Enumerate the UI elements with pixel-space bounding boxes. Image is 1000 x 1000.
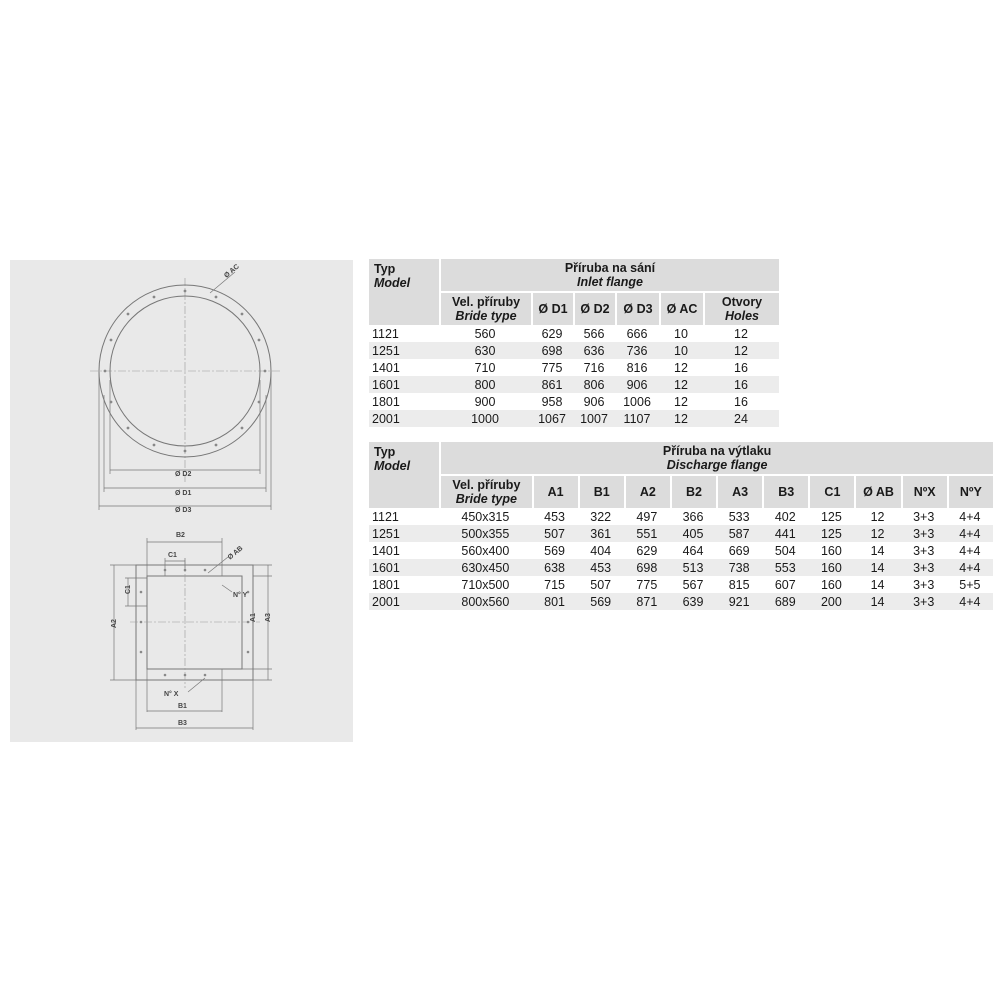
a3-header: A3 (716, 474, 762, 508)
table-cell: 16 (703, 359, 779, 376)
table-cell: 12 (659, 376, 703, 393)
discharge-group-header: Příruba na výtlaku Discharge flange (439, 442, 993, 474)
table-cell: 906 (615, 376, 659, 393)
table-cell: 566 (573, 325, 615, 342)
table-cell: 366 (670, 508, 716, 525)
table-cell: 698 (531, 342, 573, 359)
inlet-group-header: Příruba na sání Inlet flange (439, 259, 779, 291)
table-cell: 507 (578, 576, 624, 593)
bride-type-header: Vel. příruby Bride type (439, 474, 531, 508)
discharge-table-body (369, 508, 993, 610)
table-cell: 125 (808, 525, 854, 542)
model-cell: 1801 (369, 576, 439, 593)
inlet-table-body (369, 325, 779, 427)
table-cell: 125 (808, 508, 854, 525)
table-cell: 801 (532, 593, 578, 610)
table-row (369, 359, 779, 376)
model-cell: 1121 (369, 325, 439, 342)
flange-drawing (10, 260, 353, 742)
table-cell: 569 (578, 593, 624, 610)
table-row (369, 342, 779, 359)
model-cell: 1251 (369, 525, 439, 542)
table-cell: 3+3 (901, 559, 947, 576)
holes-header: Otvory Holes (703, 291, 779, 325)
b3-header: B3 (762, 474, 808, 508)
table-cell: 861 (531, 376, 573, 393)
table-cell: 816 (615, 359, 659, 376)
table-cell: 160 (808, 542, 854, 559)
table-row (369, 525, 993, 542)
inner-flange-rect (147, 576, 242, 669)
table-cell: 738 (716, 559, 762, 576)
table-cell: 12 (659, 410, 703, 427)
discharge-bolt-holes (140, 569, 250, 677)
model-cell: 1601 (369, 559, 439, 576)
table-cell: 1000 (439, 410, 531, 427)
table-cell: 14 (854, 576, 900, 593)
table-cell: 14 (854, 593, 900, 610)
table-cell: 629 (624, 542, 670, 559)
table-cell: 402 (762, 508, 808, 525)
ac-header: Ø AC (659, 291, 703, 325)
table-cell: 636 (573, 342, 615, 359)
table-cell: 553 (762, 559, 808, 576)
d1-label: Ø D1 (175, 490, 192, 497)
table-cell: 775 (531, 359, 573, 376)
table-cell: 4+4 (947, 559, 993, 576)
table-cell: 607 (762, 576, 808, 593)
table-cell: 4+4 (947, 508, 993, 525)
table-cell: 900 (439, 393, 531, 410)
table-cell: 906 (573, 393, 615, 410)
table-cell: 560 (439, 325, 531, 342)
bride-type-header: Vel. příruby Bride type (439, 291, 531, 325)
table-cell: 815 (716, 576, 762, 593)
table-cell: 921 (716, 593, 762, 610)
table-cell: 630 (439, 342, 531, 359)
discharge-flange-table (369, 442, 993, 610)
table-cell: 3+3 (901, 525, 947, 542)
table-cell: 3+3 (901, 508, 947, 525)
table-cell: 160 (808, 576, 854, 593)
table-cell: 12 (703, 342, 779, 359)
d3-label: Ø D3 (175, 507, 192, 514)
technical-drawing-panel (10, 260, 353, 742)
table-cell: 497 (624, 508, 670, 525)
ny-label: N° Y (233, 592, 248, 599)
b2-label: B2 (176, 532, 185, 539)
c1-top-label: C1 (168, 552, 177, 559)
ab-label: Ø AB (226, 545, 245, 562)
table-row (369, 559, 993, 576)
table-cell: 715 (532, 576, 578, 593)
table-cell: 507 (532, 525, 578, 542)
discharge-flange-drawing (110, 538, 272, 730)
table-cell: 710 (439, 359, 531, 376)
table-cell: 504 (762, 542, 808, 559)
model-header: Typ Model (369, 259, 439, 325)
table-cell: 1107 (615, 410, 659, 427)
table-row (369, 325, 779, 342)
table-cell: 500x355 (439, 525, 531, 542)
table-cell: 669 (716, 542, 762, 559)
model-cell: 1121 (369, 508, 439, 525)
model-cell: 1601 (369, 376, 439, 393)
table-cell: 513 (670, 559, 716, 576)
table-cell: 736 (615, 342, 659, 359)
ac-label: Ø AC (223, 263, 241, 280)
table-cell: 567 (670, 576, 716, 593)
d1-header: Ø D1 (531, 291, 573, 325)
table-cell: 958 (531, 393, 573, 410)
d2-label: Ø D2 (175, 471, 192, 478)
table-cell: 569 (532, 542, 578, 559)
outer-flange-rect (136, 565, 253, 680)
table-cell: 12 (854, 508, 900, 525)
table-cell: 10 (659, 342, 703, 359)
table-cell: 453 (532, 508, 578, 525)
table-cell: 698 (624, 559, 670, 576)
table-cell: 560x400 (439, 542, 531, 559)
b3-label: B3 (178, 720, 187, 727)
table-cell: 800 (439, 376, 531, 393)
table-cell: 800x560 (439, 593, 531, 610)
table-cell: 3+3 (901, 542, 947, 559)
table-cell: 14 (854, 559, 900, 576)
table-cell: 322 (578, 508, 624, 525)
a1-label: A1 (250, 613, 257, 622)
table-cell: 4+4 (947, 525, 993, 542)
table-cell: 4+4 (947, 542, 993, 559)
table-cell: 16 (703, 393, 779, 410)
table-row (369, 410, 779, 427)
model-cell: 1401 (369, 542, 439, 559)
table-cell: 450x315 (439, 508, 531, 525)
table-cell: 587 (716, 525, 762, 542)
table-row (369, 393, 779, 410)
table-cell: 533 (716, 508, 762, 525)
table-cell: 3+3 (901, 576, 947, 593)
table-cell: 629 (531, 325, 573, 342)
a1-header: A1 (532, 474, 578, 508)
model-header: Typ Model (369, 442, 439, 508)
table-cell: 404 (578, 542, 624, 559)
table-cell: 361 (578, 525, 624, 542)
table-cell: 160 (808, 559, 854, 576)
table-cell: 16 (703, 376, 779, 393)
table-cell: 4+4 (947, 593, 993, 610)
c1-header: C1 (808, 474, 854, 508)
table-cell: 710x500 (439, 576, 531, 593)
table-cell: 871 (624, 593, 670, 610)
table-row (369, 376, 779, 393)
ab-header: Ø AB (854, 474, 900, 508)
ny-header: NºY (947, 474, 993, 508)
d2-header: Ø D2 (573, 291, 615, 325)
table-cell: 3+3 (901, 593, 947, 610)
table-cell: 453 (578, 559, 624, 576)
nx-header: NºX (901, 474, 947, 508)
table-cell: 630x450 (439, 559, 531, 576)
b2-header: B2 (670, 474, 716, 508)
a2-header: A2 (624, 474, 670, 508)
table-cell: 441 (762, 525, 808, 542)
model-cell: 2001 (369, 410, 439, 427)
table-cell: 551 (624, 525, 670, 542)
table-cell: 464 (670, 542, 716, 559)
table-cell: 405 (670, 525, 716, 542)
d3-header: Ø D3 (615, 291, 659, 325)
model-cell: 1801 (369, 393, 439, 410)
table-row (369, 576, 993, 593)
table-cell: 12 (703, 325, 779, 342)
model-cell: 2001 (369, 593, 439, 610)
table-cell: 775 (624, 576, 670, 593)
c1-side-label: C1 (125, 585, 132, 594)
table-cell: 639 (670, 593, 716, 610)
table-cell: 716 (573, 359, 615, 376)
nx-label: N° X (164, 691, 179, 698)
a3-label: A3 (265, 613, 272, 622)
table-cell: 10 (659, 325, 703, 342)
b1-header: B1 (578, 474, 624, 508)
table-cell: 806 (573, 376, 615, 393)
model-cell: 1251 (369, 342, 439, 359)
table-cell: 200 (808, 593, 854, 610)
inlet-flange-table (369, 259, 779, 427)
table-cell: 638 (532, 559, 578, 576)
table-cell: 5+5 (947, 576, 993, 593)
table-cell: 689 (762, 593, 808, 610)
table-row (369, 508, 993, 525)
table-cell: 12 (659, 393, 703, 410)
a2-label: A2 (111, 619, 118, 628)
table-row (369, 542, 993, 559)
table-cell: 666 (615, 325, 659, 342)
table-cell: 24 (703, 410, 779, 427)
table-cell: 12 (854, 525, 900, 542)
b1-label: B1 (178, 703, 187, 710)
table-cell: 12 (659, 359, 703, 376)
table-cell: 1006 (615, 393, 659, 410)
table-cell: 1067 (531, 410, 573, 427)
table-cell: 1007 (573, 410, 615, 427)
table-cell: 14 (854, 542, 900, 559)
model-cell: 1401 (369, 359, 439, 376)
table-row (369, 593, 993, 610)
